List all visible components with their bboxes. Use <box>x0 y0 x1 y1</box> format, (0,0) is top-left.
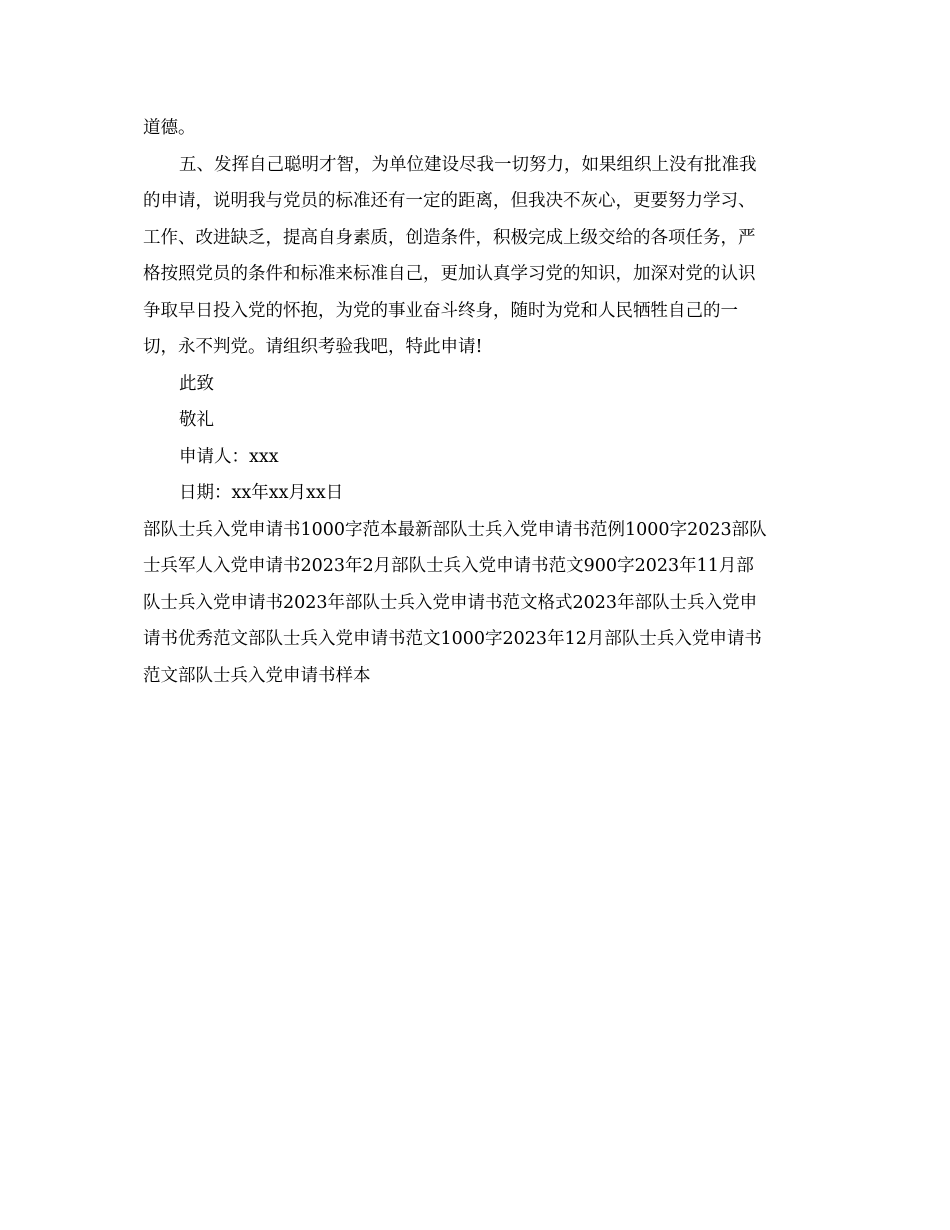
document-body <box>143 110 807 694</box>
paragraph-line: 的申请，说明我与党员的标准还有一定的距离，但我决不灰心，更要努力学习、 <box>143 191 756 211</box>
closing-salutation: 此致 <box>179 373 214 394</box>
related-documents <box>143 512 807 695</box>
paragraph-tail-line: 道德。 <box>143 118 196 138</box>
related-line: 队士兵入党申请书2023年部队士兵入党申请书范文格式2023年部队士兵入党申 <box>143 592 758 613</box>
applicant-signature: 申请人：xxx <box>179 446 279 467</box>
paragraph-line: 争取早日投入党的怀抱，为党的事业奋斗终身，随时为党和人民牺牲自己的一 <box>143 300 738 321</box>
paragraph-line: 五、发挥自己聪明才智，为单位建设尽我一切努力，如果组织上没有批准我 <box>179 154 757 175</box>
paragraph-line: 切，永不判党。请组织考验我吧，特此申请! <box>143 337 483 357</box>
related-line: 士兵军人入党申请书2023年2月部队士兵入党申请书范文900字2023年11月部 <box>143 556 754 576</box>
related-line: 部队士兵入党申请书1000字范本最新部队士兵入党申请书范例1000字2023部队 <box>143 519 767 540</box>
related-line: 请书优秀范文部队士兵入党申请书范文1000字2023年12月部队士兵入党申请书 <box>143 629 762 649</box>
paragraph-five <box>143 147 807 366</box>
related-line: 范文部队士兵入党申请书样本 <box>143 665 371 686</box>
paragraph-line: 格按照党员的条件和标准来标准自己，更加认真学习党的知识，加深对党的认识 <box>143 264 756 284</box>
paragraph-line: 工作、改进缺乏，提高自身素质，创造条件，积极完成上级交给的各项任务，严 <box>143 227 756 248</box>
application-date: 日期：xx年xx月xx日 <box>179 483 344 503</box>
closing-respect: 敬礼 <box>179 410 214 430</box>
